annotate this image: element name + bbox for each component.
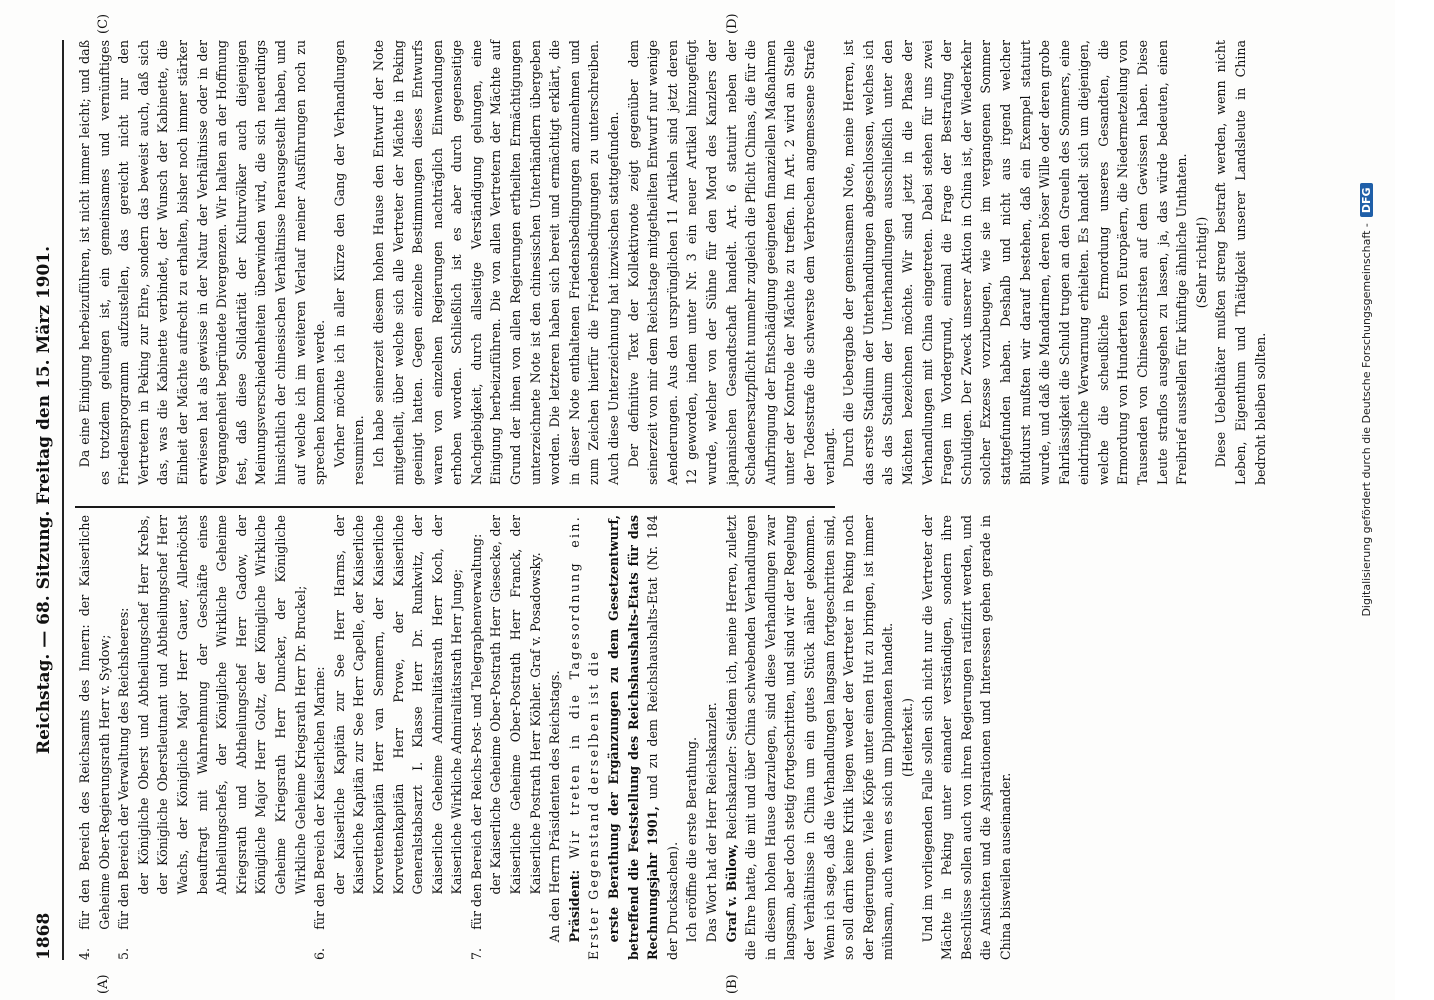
chancellor-speech: Graf v. Bülow, Reichskanzler: Seitdem ich, meine Herren, zuletzt die Ehre hatte, die mit und über China schwebenden Verhandlungen in diesem hohen Hause darzulegen, sind diese Verhandlungen zwar langsam, aber doch stetig fortgeschritten, und sind wir der Regelung der Verhältnisse in China um ein gutes Stück näher gekommen. Wenn ich sage, daß die Verhandlungen langsam fortgeschritten sind, so soll darin keine Kritik liegen weder der Vertreter in Peking noch der Regierungen. Viele Köpfe unter einen Hut zu bringen, ist immer mühsam, auch wenn es sich um Diplomaten handelt.: [723, 515, 896, 960]
speech-continuation: Und im vorliegenden Falle sollen sich nicht nur die Vertreter der Mächte in Peking unter einander verständigen, sondern ihre Beschlüsse sollen auch von ihren Regierungen ratifizirt werden, und die Ansichten und die Aspirationen und Interessen gehen gerade in China bisweilen auseinander.: [919, 515, 1013, 960]
paragraph-4: Der definitive Text der Kollektivnote zeigt gegenüber dem seinerzeit von mir dem Reichstage mitgetheilten Entwurf nur wenige Aenderungen. Aus den ursprünglichen 11 Artikeln sind jetzt deren 12 geworden, indem unter Nr. 3 ein neuer Artikel hinzugefügt wurde, welcher von der Sühne für den Mord des Kanzlers der japanischen Gesandtschaft handelt. Art. 6 statuirt neben der Schadenersatzpflicht nunmehr zugleich die Pflicht Chinas, die für die Aufbringung der Entschädigung geeigneten finanziellen Maßnahmen unter der Kontrole der Mächte zu treffen. Im Art. 2 wird an Stelle der Todesstrafe die schwerste dem Verbrechen angemessene Strafe verlangt.: [625, 40, 837, 485]
page-header: [28, 40, 64, 960]
page-number: 1868: [34, 912, 54, 960]
president-address: An den Herrn Präsidenten des Reichstags.: [547, 670, 563, 943]
list-item-4: 4. für den Bereich des Reichsamts des Innern: der Kaiserliche Geheime Ober-Regierungsrath Herr v. Sydow;: [77, 515, 112, 960]
margin-marker-d: (D): [725, 13, 740, 34]
navy-commissioners: der Kaiserliche Kapitän zur See Herr Harms, der Kaiserliche Kapitän zur See Herr Capelle, der Kaiserliche Korvettenkapitän Herr van Semmern, der Kaiserliche Korvettenkapitän Herr Prowe, der Kaiserliche Generalstabsarzt I. Klasse Herr Dr. Runkwitz, der Kaiserliche Geheime Admiralitätsrath Herr Koch, der Kaiserliche Wirkliche Admiralitätsrath Herr Junge;: [331, 515, 465, 895]
list-item-7: 7. für den Bereich der Reichs-Post- und Telegraphenverwaltung:: [468, 533, 484, 960]
left-column: [75, 515, 1013, 960]
margin-marker-b: (B): [725, 974, 740, 994]
paragraph-5: Durch die Uebergabe der gemeinsamen Note, meine Herren, ist das erste Stadium der Unterhandlungen abgeschlossen, welches ich als das Stadium der Unterhandlungen ausschließlich unter den Mächten bezeichnen möchte. Wir sind jetzt in die Phase der Verhandlungen mit China eingetreten. Dabei stehen für uns zwei Fragen im Vordergrund, einmal die Frage der Bestrafung der Schuldigen. Der Zweck unserer Aktion in China ist, der Wiederkehr solcher Exzesse vorzubeugen, wie sie im vergangenen Sommer stattgefunden haben. Deshalb und nicht aus irgend welcher Blutdurst mußten wir darauf bestehen, daß ein Exempel statuirt wurde, und daß die Mandarinen, deren böser Wille oder deren grobe Fahrlässigkeit die Schuld trugen an den Greueln des Sommers, eine eindringliche Verwarnung erhielten. Es handelt sich um diejenigen, welche die scheußliche Ermordung unseres Gesandten, die Ermordung von Hunderten von Europäern, die Niedermetzelung von Tausenden von Chinesenchristen auf dem Gewissen haben. Diese Leute straflos ausgehen zu lassen, ja, das würde bedeuten, einen Freibrief ausstellen für künftige ähnliche Unthaten.: [841, 40, 1190, 485]
agenda-item: erste Berathung der Ergänzungen zu dem Gesetzentwurf, betreffend die Feststellung des Reichshaushalts-Etats für das Rechnungsjahr 1901, und zu dem Reichshaushalts-Etat (Nr. 184 der Drucksachen).: [606, 515, 680, 960]
running-title: Reichstag. — 68. Sitzung. Freitag den 15. März 1901.: [34, 245, 54, 755]
list-item-6: 6. für den Bereich der Kaiserlichen Marine:: [312, 666, 328, 960]
paragraph-2: Vorher möchte ich in aller Kürze den Gang der Verhandlungen resumiren.: [331, 40, 367, 485]
digitization-credit: Digitalisierung gefördert durch die Deutsche Forschungsgemeinschaft -DFG: [1360, 40, 1382, 760]
paragraph-1: Da eine Einigung herbeizuführen, ist nicht immer leicht; und daß es trotzdem gelungen ist, ein gemeinsames und vernünftiges Friedensprogramm aufzustellen, das gereicht nicht nur den Vertretern in Peking zur Ehre, sondern das beweist auch, daß sich das, was die Kabinette verbindet, der Wunsch der Kabinette, die Einheit der Mächte aufrecht zu erhalten, bisher noch immer stärker erwiesen hat als gewisse in der Natur der Verhältnisse oder in der Vergangenheit begründete Divergenzen. Wir halten an der Hoffnung fest, daß diese Solidarität der Kulturvölker auch diejenigen Meinungsverschiedenheiten überwinden wird, die sich neuerdings hinsichtlich der chinesischen Verhältnisse herausgestellt haben, und auf welche ich im weiteren Verlauf meiner Ausführungen noch zu sprechen kommen werde.: [77, 40, 328, 485]
president-opening: Präsident: Wir treten in die Tagesordnung ein. Erster Gegenstand derselben ist die: [566, 515, 602, 960]
interjection-sehr-richtig: (Sehr richtig!): [1193, 216, 1209, 309]
army-commissioners: der Königliche Oberst und Abtheilungschef Herr Krebs, der Königliche Oberstleutnant und Abtheilungschef Herr Wachs, der Königliche Major Herr Gauer, Allerhöchst beauftragt mit Wahrnehmung der Geschäfte eines Abtheilungschefs, der Königliche Wirkliche Geheime Kriegsrath und Abtheilungschef Herr Gadow, der Königliche Major Herr Goltz, der Königliche Wirkliche Geheime Kriegsrath Herr Duncker, der Königliche Wirkliche Geheime Kriegsrath Herr Dr. Bruckel;: [135, 515, 308, 895]
interjection-heiterkeit: (Heiterkeit.): [899, 698, 915, 777]
right-column: [75, 40, 1268, 485]
margin-marker-a: (A): [96, 974, 111, 994]
list-item-5: 5. für den Bereich der Verwaltung des Reichsheeres:: [116, 607, 132, 960]
paragraph-6: Diese Uebelthäter mußten streng bestraft werden, wenn nicht Leben, Eigenthum und Thätigkeit unserer Landsleute in China bedroht bleiben sollten.: [1213, 40, 1268, 485]
floor-given: Das Wort hat der Herr Reichskanzler.: [704, 702, 719, 943]
margin-marker-c: (C): [96, 13, 111, 34]
column-divider: [75, 506, 835, 508]
paragraph-3: Ich habe seinerzeit diesem hohen Hause den Entwurf der Note mitgetheilt, über welche sich alle Vertreter der Mächte in Peking geeinigt hatten. Gegen einzelne Bestimmungen dieses Entwurfs waren von einzelnen Regierungen nachträglich Einwendungen erhoben worden. Schließlich ist es aber durch gegenseitige Nachgiebigkeit, durch allseitige Verständigung gelungen, eine Einigung herbeizuführen. Die von allen Vertretern der Mächte auf Grund der ihnen von allen Regierungen ertheilten Ermächtigungen unterzeichnete Note ist den chinesischen Unterhändlern übergeben worden. Die letzteren haben sich bereit und ermächtigt erklärt, die in dieser Note enthaltenen Friedensbedingungen anzunehmen und zum Zeichen hierfür die Friedensbedingungen zu unterschreiben. Auch diese Unterzeichnung hat inzwischen stattgefunden.: [370, 40, 622, 485]
open-debate: Ich eröffne die erste Berathung.: [684, 736, 700, 943]
post-commissioners: der Kaiserliche Geheime Ober-Postrath Herr Giesecke, der Kaiserliche Geheime Ober-Postrath Herr Franck, der Kaiserliche Postrath Herr Köhler. Graf v. Posadowsky.: [488, 515, 543, 895]
dfg-logo: DFG: [1360, 183, 1373, 217]
